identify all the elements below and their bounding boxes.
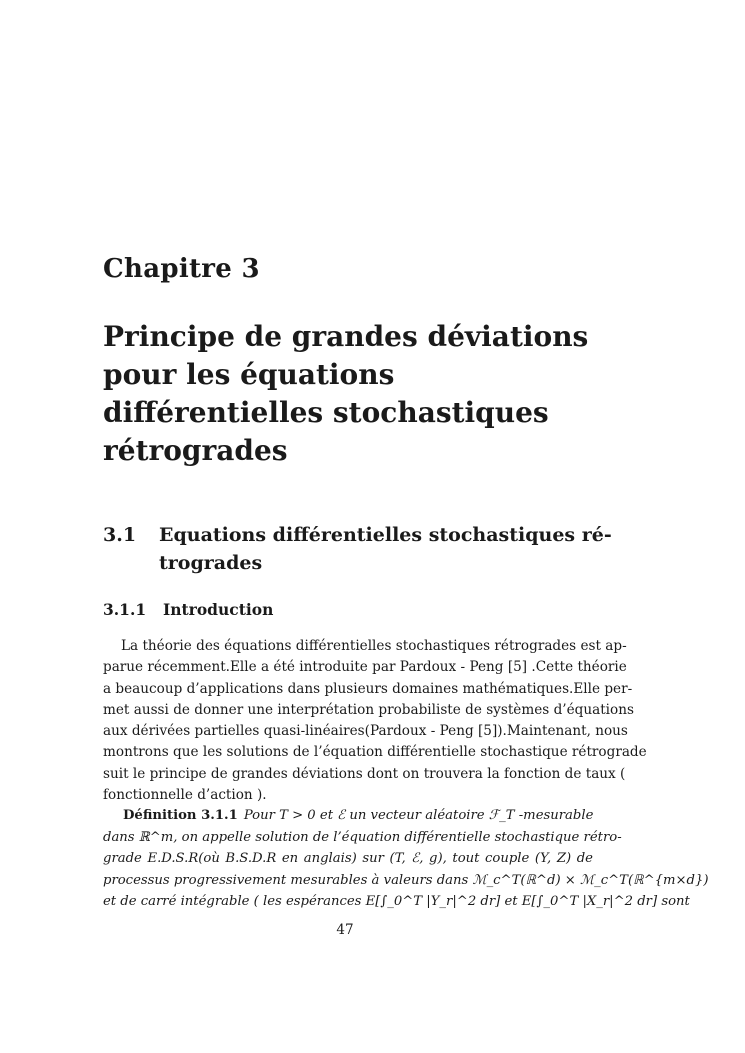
paragraph-line: montrons que les solutions de l’équation différentielle stochastique rétrograde [103,744,647,761]
subsection-number: 3.1.1 [103,600,147,619]
paragraph-line: fonctionnelle d’action ). [103,787,267,804]
paragraph-line: a beaucoup d’applications dans plusieurs domaines mathématiques.Elle per- [103,680,633,697]
definition-label: Définition 3.1.1 [123,808,238,823]
definition-block [103,805,709,913]
page-number: 47 [336,922,354,938]
chapter-title [103,318,663,470]
paragraph-line: parue récemment.Elle a été introduite par Pardoux - Peng [5] .Cette théorie [103,659,627,676]
paragraph-line: met aussi de donner une interprétation probabiliste de systèmes d’équations [103,701,634,718]
chapter-title-line: pour les équations [103,358,395,391]
section-title-line: trogrades [159,552,263,574]
paragraph-line: aux dérivées partielles quasi-linéaires(Pardoux - Peng [5]).Maintenant, nous [103,723,628,740]
paragraph-line: La théorie des équations différentielles stochastiques rétrogrades est ap- [121,638,627,654]
chapter-title-line: Principe de grandes déviations [103,320,589,353]
definition-line: et de carré intégrable ( les espérances E[∫_0^T |Y_r|^2 dr] et E[∫_0^T |X_r|^2 dr] sont [103,894,690,910]
definition-line: dans ℝ^m, on appelle solution de l’équation différentielle stochastique rétro- [103,829,622,845]
definition-line [103,805,593,827]
definition-text: Pour T > 0 et ℰ un vecteur aléatoire ℱ_T -mesurable [243,808,594,823]
subsection-title: Introduction [163,600,274,619]
intro-paragraph [103,636,647,806]
paragraph-line: suit le principe de grandes déviations dont on trouvera la fonction de taux ( [103,765,626,782]
section-number: 3.1 [103,524,137,546]
definition-line: grade E.D.S.R(où B.S.D.R en anglais) sur (T, ℰ, g), tout couple (Y, Z) de [103,851,593,867]
section-title [159,521,649,577]
definition-line: processus progressivement mesurables à valeurs dans ℳ_c^T(ℝ^d) × ℳ_c^T(ℝ^{m×d}) [103,872,709,888]
section-title-line: Equations différentielles stochastiques ré- [159,524,612,546]
chapter-label: Chapitre 3 [103,254,260,284]
subsection-heading [103,600,273,619]
chapter-title-line: rétrogrades [103,434,288,467]
chapter-title-line: différentielles stochastiques [103,396,549,429]
